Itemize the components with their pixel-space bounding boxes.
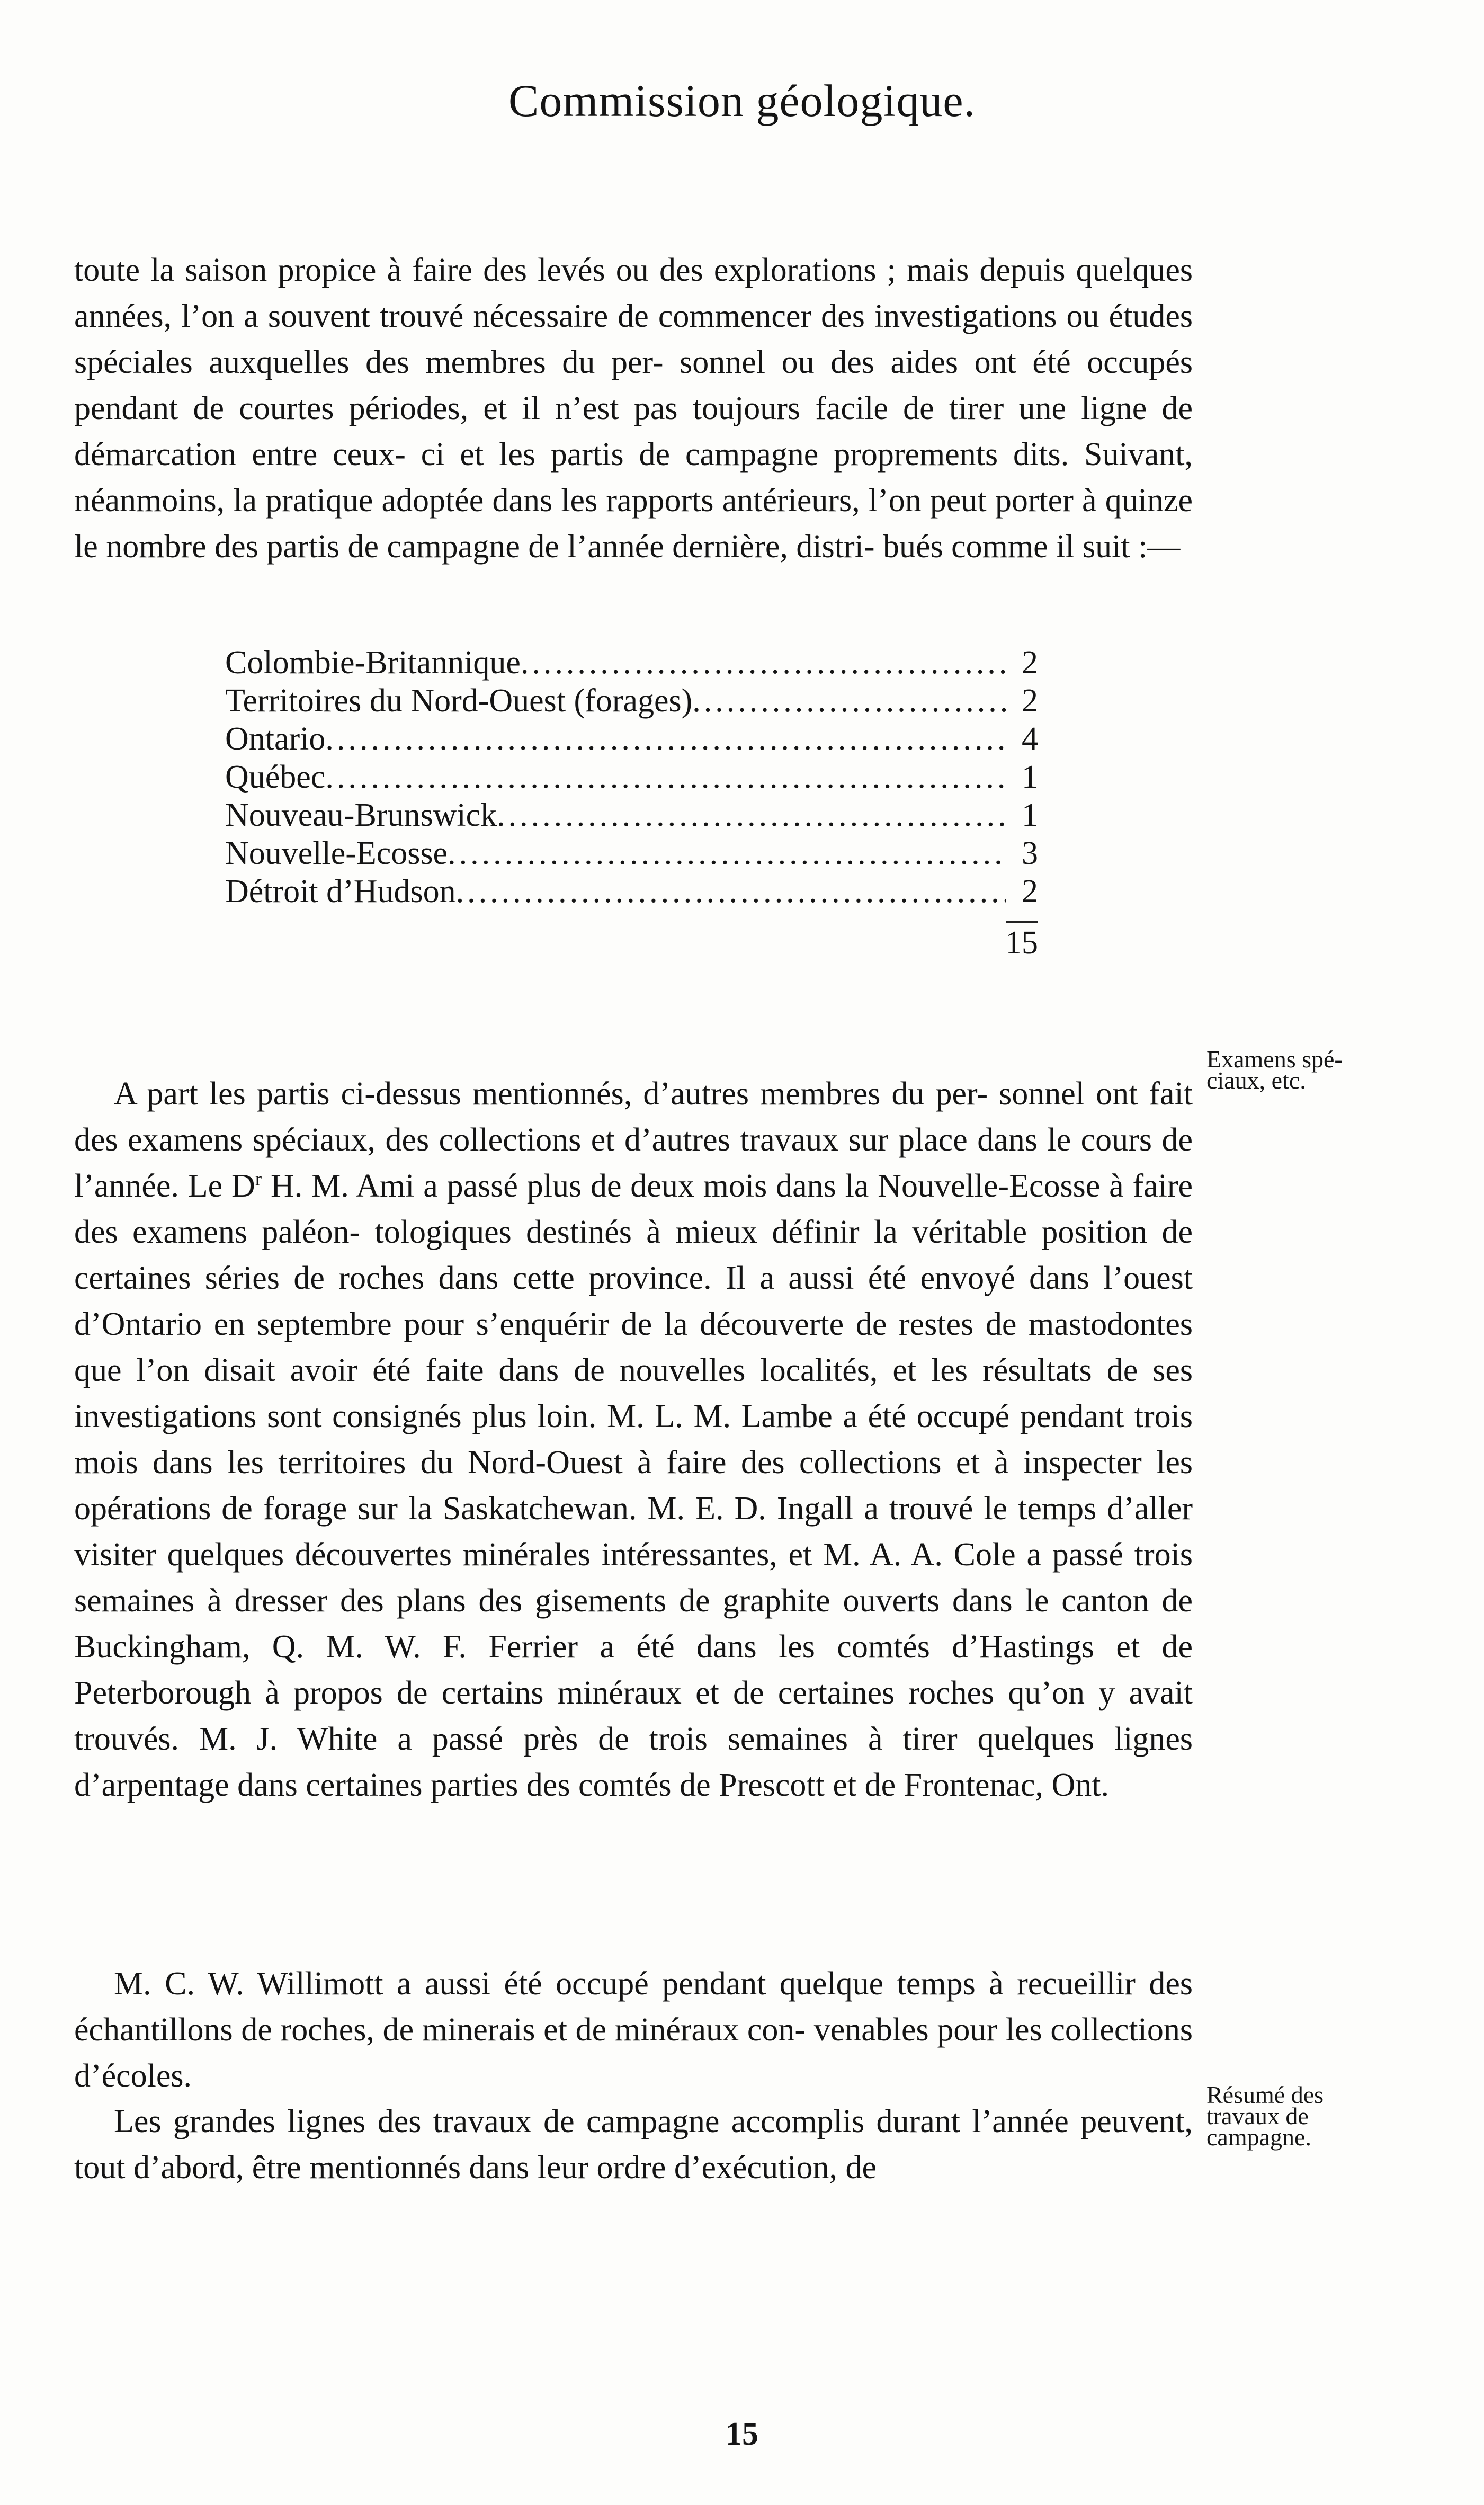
leader-dots xyxy=(497,796,1006,834)
running-title: Commission géologique. xyxy=(508,75,976,126)
distribution-row xyxy=(225,796,1038,834)
region-name: Nouvelle-Ecosse xyxy=(225,835,448,871)
distribution-row xyxy=(225,834,1038,872)
margin-note-field-summary: Résumé des travaux de campagne. xyxy=(1206,2081,1324,2151)
region-name: Colombie-Britannique xyxy=(225,645,521,681)
page-number: 15 xyxy=(726,2416,758,2452)
paragraph-3: M. C. W. Willimott a aussi été occupé pendant quelque temps à recueillir des échantillons de roches, de minerais et de minéraux con- venables pour les collections d’écoles. xyxy=(74,1966,1193,2094)
region-name: Ontario xyxy=(225,721,326,757)
leader-dots xyxy=(325,720,1006,758)
distribution-row xyxy=(225,644,1038,682)
distribution-row xyxy=(225,758,1038,796)
distribution-row xyxy=(225,872,1038,911)
leader-dots xyxy=(456,872,1006,911)
region-count: 3 xyxy=(1022,835,1038,871)
paragraph-2-end: H. M. Ami a passé plus de deux mois dans la Nouvelle-Ecosse à faire des examens paléon- tologiques destinés à mieux définir la véritable position de certaines séries de roches dans cette province. Il a aussi été envoyé dans l’ouest d’Ontario en septembre pour s’enquérir de la découverte de restes de mastodontes que l’on disait avoir été faite dans de nouvelles localités, et les résultats de ses investigations sont consignés plus loin. M. L. M. Lambe a été occupé pendant trois mois dans les territoires du Nord-Ouest à faire des collections et à inspecter les opérations de forage sur la Saskatchewan. M. E. D. Ingall a trouvé le temps d’aller visiter quelques découvertes minérales intéressantes, et M. A. A. Cole a passé trois semaines à dresser des plans des gisements de graphite ouverts dans le canton de Buckingham, Q. M. W. F. Ferrier a été dans les comtés d’Hastings et de Peterborough à propos de certains minéraux et de certaines roches qu’on y avait trouvés. M. J. White a passé près de trois semaines à tirer quelques lignes d’arpentage dans certaines parties des comtés de Prescott et de Frontenac, Ont. xyxy=(74,1168,1193,1803)
region-count: 2 xyxy=(1022,683,1038,719)
leader-dots xyxy=(692,682,1006,720)
region-name: Détroit d’Hudson xyxy=(225,873,456,910)
region-count: 4 xyxy=(1022,721,1038,757)
distribution-row xyxy=(225,720,1038,758)
superscript: r xyxy=(255,1168,262,1190)
region-count: 1 xyxy=(1022,759,1038,795)
region-name: Québec xyxy=(225,759,326,795)
paragraph-2 xyxy=(74,1071,1193,1808)
leader-dots xyxy=(448,834,1006,872)
region-count: 2 xyxy=(1022,873,1038,910)
sum-rule xyxy=(1006,921,1038,923)
region-count: 1 xyxy=(1022,797,1038,833)
paragraph-2-start: A part les partis ci-dessus mentionnés, d’autres membres du per- sonnel ont fait des examens spéciaux, des collections et d’autres travaux sur place dans le cours de l’année. Le D xyxy=(74,1076,1193,1204)
paragraph-1: toute la saison propice à faire des levés ou des explorations ; mais depuis quelques années, l’on a souvent trouvé nécessaire de commencer des investigations ou études spéciales auxquelles des membres du per- sonnel ou des aides ont été occupés pendant de courtes périodes, et il n’est pas toujours facile de tirer une ligne de démarcation entre ceux- ci et les partis de campagne proprements dits. Suivant, néanmoins, la pratique adoptée dans les rapports antérieurs, l’on peut porter à quinze le nombre des partis de campagne de l’année dernière, distri- bués comme il suit :— xyxy=(74,252,1193,565)
paragraph-4: Les grandes lignes des travaux de campagne accomplis durant l’année peuvent, tout d’abord, être mentionnés dans leur ordre d’exécution, de xyxy=(74,2103,1193,2186)
distribution-total: 15 xyxy=(1005,925,1038,961)
region-name: Nouveau-Brunswick xyxy=(225,797,497,833)
leader-dots xyxy=(325,758,1006,796)
region-name: Territoires du Nord-Ouest (forages) xyxy=(225,683,693,719)
distribution-row xyxy=(225,682,1038,720)
margin-note-special-exams: Examens spé- ciaux, etc. xyxy=(1206,1046,1343,1094)
leader-dots xyxy=(521,644,1006,682)
region-count: 2 xyxy=(1022,645,1038,681)
distribution-list xyxy=(225,644,1038,962)
